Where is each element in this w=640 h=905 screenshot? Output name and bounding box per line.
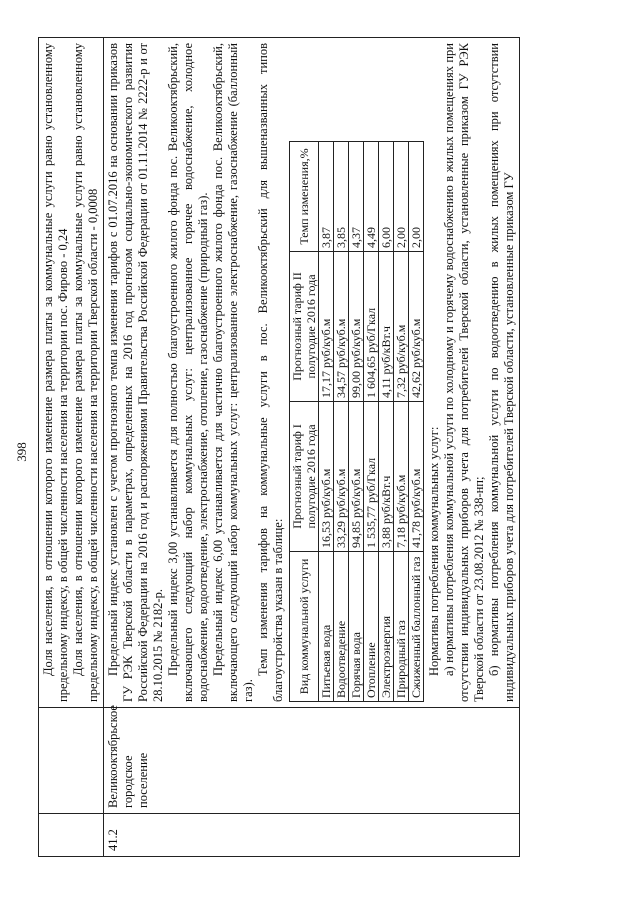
tariff-h2-cell: 17,17 руб/куб.м [319,252,334,402]
entry-number: 41.2 [104,814,520,857]
table-row [334,142,349,702]
growth-cell: 2,00 [394,142,409,252]
paragraph-index-full: Предельный индекс 3,00 устанавливается для полностью благоустроенного жилого фонда пос. Великооктябрьский, включающего следующий набор коммунальных услуг: централизованное горячее водоснабжение, холодное водоснабжение, водоотведение, электроснабжение, отопление, газоснабжение (природный газ). [166,43,210,702]
settlement-name: Великооктябрьское городское поселение [104,708,520,814]
tariff-h2-cell: 34,57 руб/куб.м [334,252,349,402]
service-cell: Питьевая вода [319,552,334,702]
tariff-h2-cell: 1 604,65 руб/Гкал [364,252,379,402]
tariff-h2-cell: 7,32 руб/куб.м [394,252,409,402]
tariff-h2-cell: 42,62 руб/куб.м [409,252,424,402]
paragraph-norm-water: а) нормативы потребления коммунальной услуги по холодному и горячему водоснабжению в жилых помещениях при отсутствии индивидуальных приборов учета для потребителей Тверской области, установленные приказом ГУ РЭК Тверской области от 23.08.2012 № 338-нп; [442,43,486,702]
rotated-page [10,27,630,877]
growth-cell: 4,37 [349,142,364,252]
tariff-h1-cell: 94,85 руб/куб.м [349,402,364,552]
tariff-h1-cell: 41,78 руб/куб.м [409,402,424,552]
service-cell: Электроэнергия [379,552,394,702]
table-row [364,142,379,702]
content-cell-entry [104,38,520,708]
paragraph-norms-heading: Нормативы потребления коммунальных услуг: [427,426,441,676]
service-cell: Природный газ [394,552,409,702]
table-row-continuation [39,38,104,857]
name-cell-empty [39,708,104,814]
number-cell-empty [39,814,104,857]
table-row [349,142,364,702]
tariff-h1-cell: 1 535,77 руб/Гкал [364,402,379,552]
growth-cell: 4,49 [364,142,379,252]
service-cell: Отопление [364,552,379,702]
table-row [409,142,424,702]
tariff-h1-cell: 33,29 руб/куб.м [334,402,349,552]
growth-cell: 2,00 [409,142,424,252]
document-table [38,37,520,857]
service-cell: Водоотведение [334,552,349,702]
tariff-h1-cell: 7,18 руб/куб.м [394,402,409,552]
content-cell-continuation [39,38,104,708]
table-row [319,142,334,702]
table-row [379,142,394,702]
paragraph-norm-sewage: б) нормативы потребления коммунальной услуги по водоотведению в жилых помещениях при отсутствии индивидуальных приборов учета для потребителей Тверской области, установленные приказом ГУ [487,43,516,702]
header-growth: Темп изменения,% [290,142,319,252]
header-tariff-h2: Прогнозный тариф II полугодие 2016 года [290,252,319,402]
tariff-h2-cell: 4,11 руб/кВт.ч [379,252,394,402]
paragraph-basis: Предельный индекс установлен с учетом прогнозного темпа изменения тарифов с 01.07.2016 на основании приказов ГУ РЭК Тверской области в параметрах, определенных на 2016 год прогнозом социально-экономического развития Российской Федерации на 2016 год и распоряжениями Правительства Российской Федерации от 01.11.2014 № 2222-р и от 28.10.2015 № 2182-р. [106,43,165,702]
tariff-header-row [290,142,319,702]
growth-cell: 6,00 [379,142,394,252]
paragraph-index-partial: Предельный индекс 6,00 устанавливается для частично благоустроенного жилого фонда пос. Великооктябрьский, включающего следующий набор коммунальных услуг: централизованное электроснабжение, газоснабжение (баллонный газ). [211,43,255,702]
share-paragraph-region: Доля населения, в отношении которого изменение размера платы за коммунальные услуги равно установленному предельному индексу, в общей численности населения на территории Тверской области - 0,0008 [71,43,100,702]
share-paragraph-firovo: Доля населения, в отношении которого изменение размера платы за коммунальные услуги равно установленному предельному индексу, в общей численности населения на территории пос. Фирово - 0,24 [41,43,70,702]
tariff-h2-cell: 99,00 руб/куб.м [349,252,364,402]
table-row [394,142,409,702]
service-cell: Сжиженный баллонный газ [409,552,424,702]
growth-cell: 3,87 [319,142,334,252]
tariff-h1-cell: 3,88 руб/кВт.ч [379,402,394,552]
page-number: 398 [14,442,29,462]
growth-cell: 3,85 [334,142,349,252]
header-service: Вид коммунальной услуги [290,552,319,702]
service-cell: Горячая вода [349,552,364,702]
tariff-table [289,141,424,702]
tariff-h1-cell: 16,53 руб/куб.м [319,402,334,552]
table-row-entry [104,38,520,857]
header-tariff-h1: Прогнозный тариф I полугодие 2016 года [290,402,319,552]
paragraph-table-intro: Темп изменения тарифов на коммунальные услуги в пос. Великооктябрьский для вышеназванных типов благоустройства указан в таблице: [256,43,285,702]
